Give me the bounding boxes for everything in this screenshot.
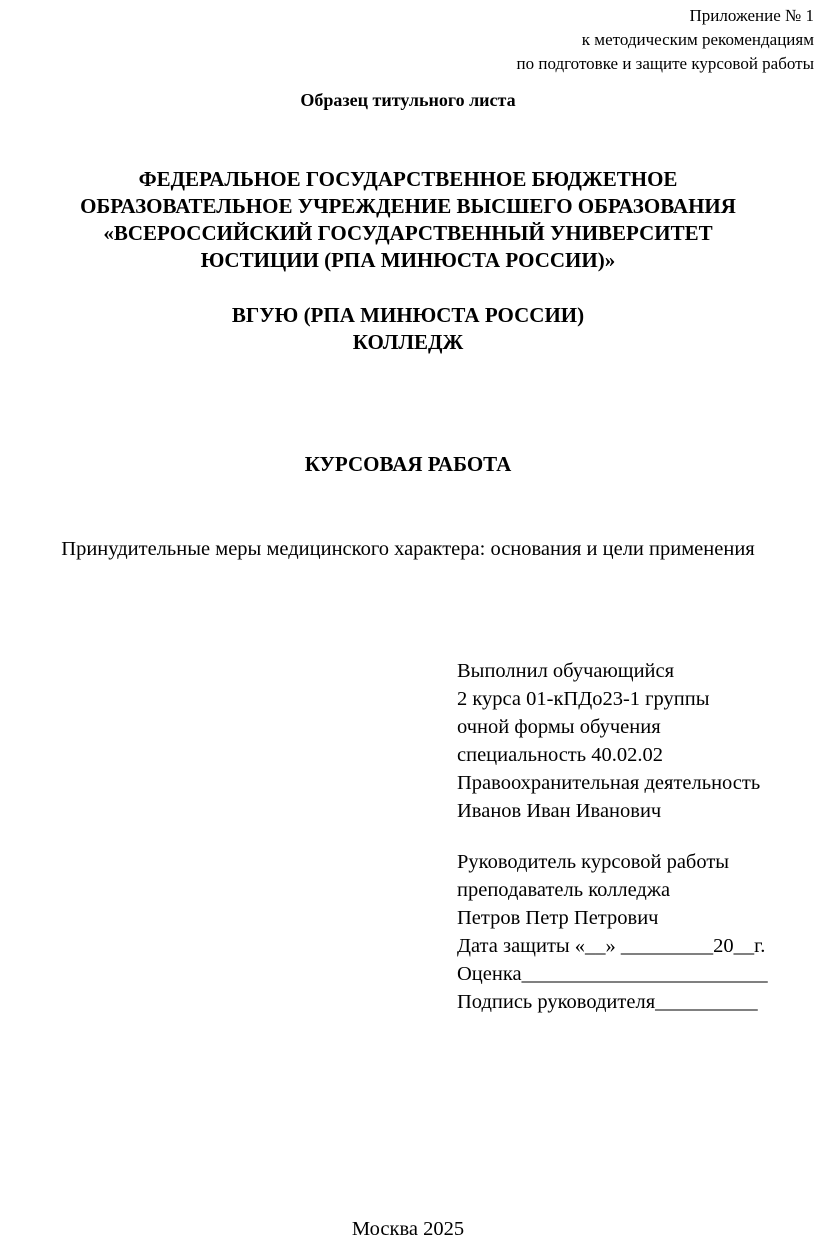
defense-date-field: Дата защиты «__» _________20__г. [457,935,766,957]
appendix-number: Приложение № 1 [689,6,814,25]
short-name [0,302,816,356]
organization-line-2: ОБРАЗОВАТЕЛЬНОЕ УЧРЕЖДЕНИЕ ВЫСШЕГО ОБРАЗОВАНИЯ [80,194,736,218]
supervisor-name: Петров Петр Петрович [457,907,659,929]
appendix-line-2: к методическим рекомендациям [581,30,814,49]
organization-name [0,166,816,274]
appendix-line-3: по подготовке и защите курсовой работы [516,54,814,73]
short-name-line-1: ВГУЮ (РПА МИНЮСТА РОССИИ) [231,303,585,327]
organization-line-3: «ВСЕРОССИЙСКИЙ ГОСУДАРСТВЕННЫЙ УНИВЕРСИТЕТ [103,221,713,245]
appendix-note [517,4,814,76]
student-line-5: Правоохранительная деятельность [457,772,761,794]
grade-field: Оценка________________________ [457,963,768,985]
supervisor-line-1: Руководитель курсовой работы [457,851,730,873]
topic-title: Принудительные меры медицинского характера: основания и цели применения [61,538,755,560]
student-info [457,657,760,825]
organization-line-1: ФЕДЕРАЛЬНОЕ ГОСУДАРСТВЕННОЕ БЮДЖЕТНОЕ [138,167,678,191]
student-line-2: 2 курса 01-кПДо23-1 группы [457,688,710,710]
city-year: Москва 2025 [351,1218,465,1240]
student-line-1: Выполнил обучающийся [457,660,675,682]
sample-title: Образец титульного листа [300,90,516,110]
short-name-line-2: КОЛЛЕДЖ [352,330,464,354]
document-type: КУРСОВАЯ РАБОТА [304,452,512,476]
student-name: Иванов Иван Иванович [457,800,662,822]
student-line-3: очной формы обучения [457,716,661,738]
signature-field: Подпись руководителя__________ [457,991,758,1013]
student-line-4: специальность 40.02.02 [457,744,663,766]
organization-line-4: ЮСТИЦИИ (РПА МИНЮСТА РОССИИ)» [200,248,616,272]
supervisor-line-2: преподаватель колледжа [457,879,671,901]
supervisor-info [457,848,768,1016]
